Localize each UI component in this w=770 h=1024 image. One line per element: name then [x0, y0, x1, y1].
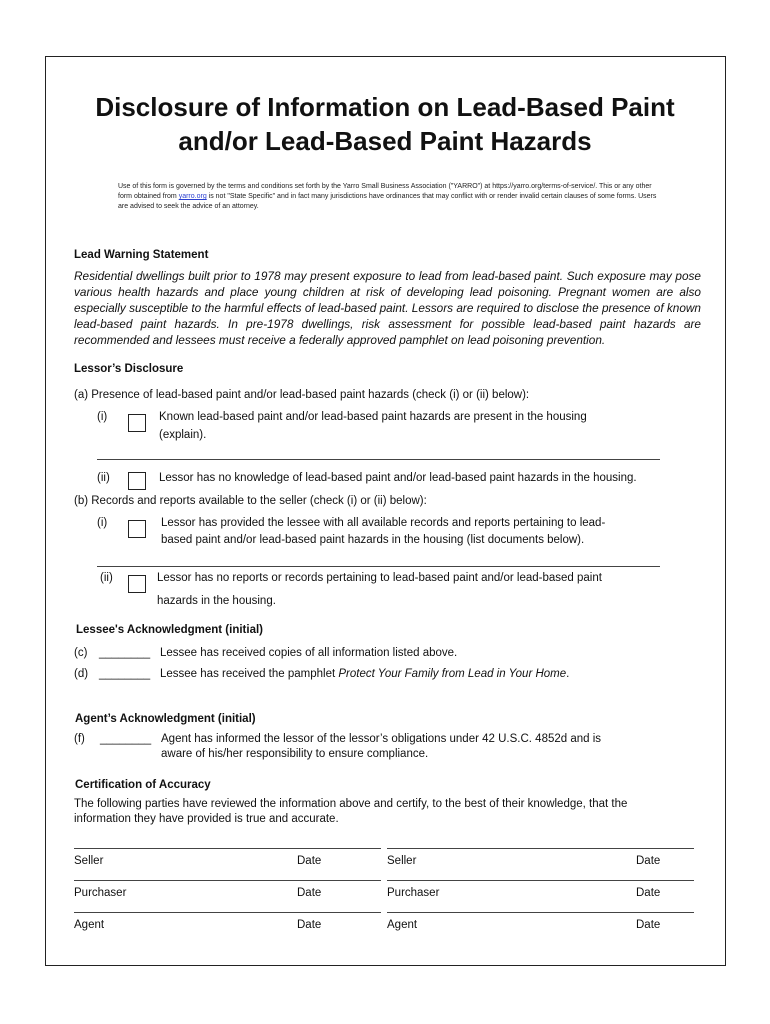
item-b-ii: Lessor has no reports or records pertaining to lead-based paint and/or lead-based paint: [157, 572, 602, 584]
signer-label: Purchaser: [74, 887, 127, 899]
initial-c[interactable]: ________: [99, 647, 151, 659]
item-a-i-2: (explain).: [159, 429, 207, 441]
initial-d[interactable]: ________: [99, 668, 151, 680]
lessee-heading: Lessee's Acknowledgment (initial): [76, 624, 263, 636]
signature-line[interactable]: [74, 912, 381, 913]
date-label: Date: [297, 887, 322, 899]
agent-heading: Agent’s Acknowledgment (initial): [75, 713, 256, 725]
signer-label: Agent: [74, 919, 105, 931]
item-d-label: (d): [74, 668, 89, 680]
item-f: Agent has informed the lessor of the lessor’s obligations under 42 U.S.C. 4852d and is: [161, 733, 602, 745]
date-label: Date: [297, 919, 322, 931]
checkbox-a-i[interactable]: [128, 414, 146, 432]
documents-line[interactable]: [97, 566, 660, 567]
signature-line[interactable]: [387, 912, 694, 913]
signature-line[interactable]: [74, 880, 381, 881]
signature-line[interactable]: [387, 848, 694, 849]
signer-label: Seller: [387, 855, 417, 867]
item-b-i: Lessor has provided the lessee with all available records and reports pertaining to lead-: [161, 517, 606, 529]
signer-label: Seller: [74, 855, 104, 867]
item-b-ii-label: (ii): [100, 572, 113, 584]
warning-text: Residential dwellings built prior to 1978 may present exposure to lead from lead-based paint. Such exposure may pose various health hazards and place young children at risk of developing lead poisoning. Pregnant women are also especially susceptible to the harmful effects of lead-based paint. Lessors are required to disclose the presence of known lead-based paint hazards. In pre-1978 dwellings, risk assessment for possible lead-based paint hazards are recommended and lessees must receive a federally approved pamphlet on lead poisoning prevention.: [74, 269, 701, 347]
item-c-label: (c): [74, 647, 88, 659]
item-f-label: (f): [74, 733, 85, 745]
item-a: (a) Presence of lead-based paint and/or lead-based paint hazards (check (i) or (ii) below):: [74, 389, 530, 401]
item-b-ii-2: hazards in the housing.: [157, 595, 276, 607]
form-title: Disclosure of Information on Lead-Based Paint and/or Lead-Based Paint Hazards: [95, 92, 675, 156]
checkbox-b-ii[interactable]: [128, 575, 146, 593]
fine-print: Use of this form is governed by the terms and conditions set forth by the Yarro Small Business Association ("YARRO") at https://yarro.org/terms-of-service/. This or any other form obtained from yarro.org is not "State Specific" and in fact many jurisdictions have ordinances that may conflict with or render invalid certain clauses of some forms. Users are advised to seek the advice of an attorney.: [118, 183, 657, 210]
checkbox-b-i[interactable]: [128, 520, 146, 538]
item-c: Lessee has received copies of all information listed above.: [160, 647, 458, 659]
date-label: Date: [636, 887, 661, 899]
signer-label: Agent: [387, 919, 418, 931]
date-label: Date: [636, 855, 661, 867]
date-label: Date: [297, 855, 322, 867]
warning-heading: Lead Warning Statement: [74, 249, 209, 261]
checkbox-a-ii[interactable]: [128, 472, 146, 490]
cert-text: The following parties have reviewed the information above and certify, to the best of their knowledge, that the information they have provided is true and accurate.: [74, 798, 628, 825]
item-d: Lessee has received the pamphlet Protect Your Family from Lead in Your Home.: [160, 668, 570, 680]
signature-line[interactable]: [387, 880, 694, 881]
item-a-ii: Lessor has no knowledge of lead-based paint and/or lead-based paint hazards in the housing.: [159, 472, 637, 484]
item-a-i: Known lead-based paint and/or lead-based paint hazards are present in the housing: [159, 411, 587, 423]
lessor-heading: Lessor’s Disclosure: [74, 363, 184, 375]
explain-line[interactable]: [97, 459, 660, 460]
item-a-ii-label: (ii): [97, 472, 110, 484]
date-label: Date: [636, 919, 661, 931]
item-b-i-2: based paint and/or lead-based paint hazards in the housing (list documents below).: [161, 534, 585, 546]
item-b-i-label: (i): [97, 517, 108, 529]
signature-line[interactable]: [74, 848, 381, 849]
item-b: (b) Records and reports available to the seller (check (i) or (ii) below):: [74, 495, 427, 507]
signer-label: Purchaser: [387, 887, 440, 899]
initial-f[interactable]: ________: [100, 733, 152, 745]
yarro-link[interactable]: yarro.org: [178, 193, 207, 200]
item-f-2: aware of his/her responsibility to ensure compliance.: [161, 748, 429, 760]
cert-heading: Certification of Accuracy: [75, 779, 211, 791]
item-a-i-label: (i): [97, 411, 108, 423]
